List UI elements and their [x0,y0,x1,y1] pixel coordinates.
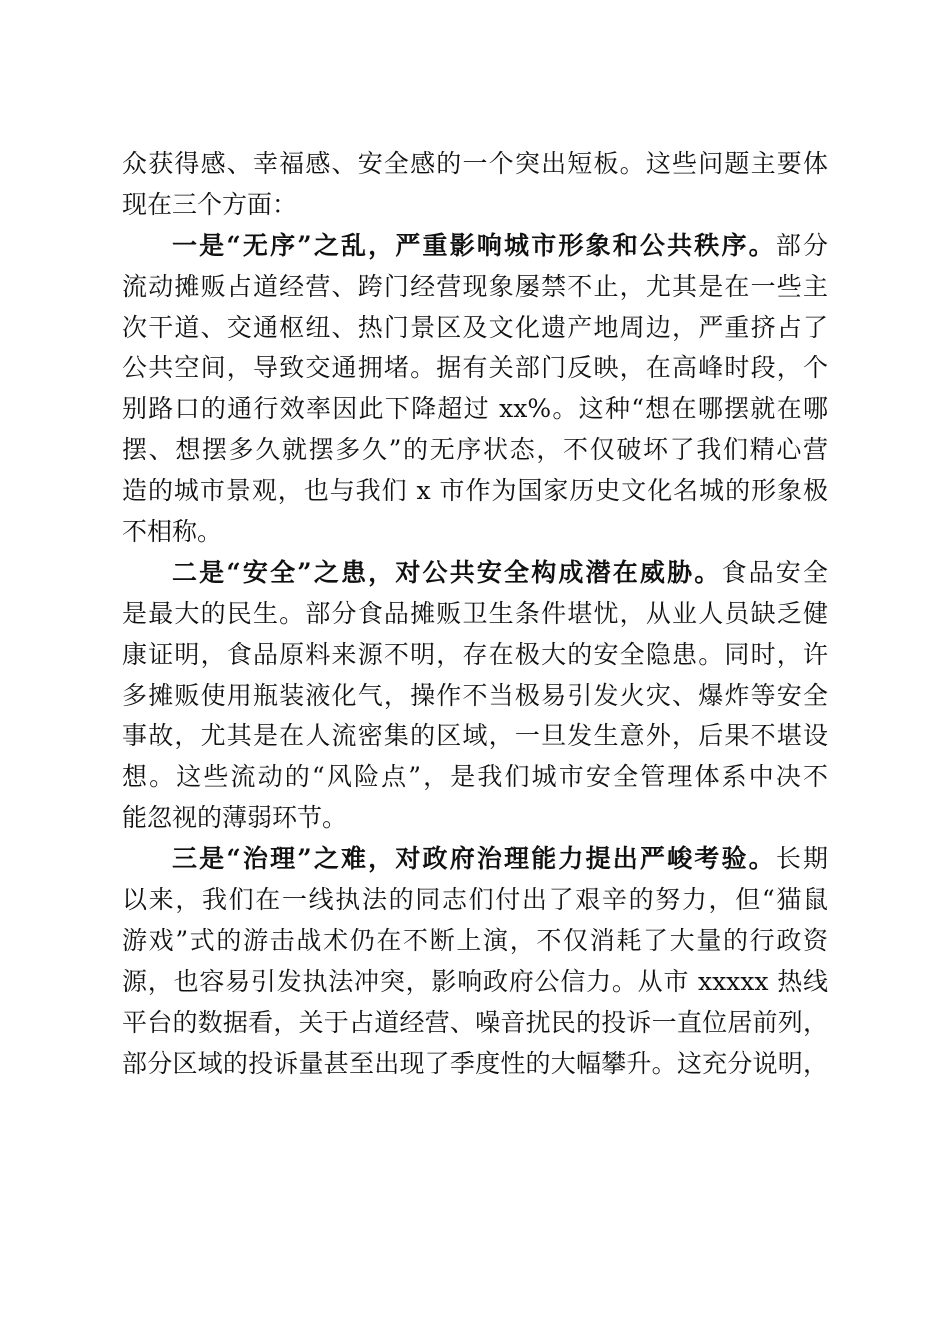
paragraph-4-heading: 三是“治理”之难，对政府治理能力提出严峻考验。 [172,844,776,874]
paragraph-3-text: 食品安全 [721,557,828,587]
paragraph-3-line-5: 事故，尤其是在人流密集的区域，一旦发生意外，后果不堪设 [122,721,828,751]
paragraph-4-text: 长期 [775,844,828,874]
paragraph-2-line-4: 公共空间，导致交通拥堵。据有关部门反映，在高峰时段，个 [122,353,828,383]
paragraph-4-line-6: 部分区域的投诉量甚至出现了季度性的大幅攀升。这充分说明， [122,1048,828,1078]
paragraph-3-heading: 二是“安全”之患，对公共安全构成潜在威胁。 [172,557,722,587]
document-body [122,144,828,1084]
paragraph-1-line-1: 众获得感、幸福感、安全感的一个突出短板。这些问题主要体 [122,149,828,178]
paragraph-2-line-8: 不相称。 [122,517,223,547]
paragraph-2-line-5: 别路口的通行效率因此下降超过 xx%。这种“想在哪摆就在哪 [122,394,828,424]
paragraph-2-line-7: 造的城市景观，也与我们 x 市作为国家历史文化名城的形象极 [122,476,828,506]
paragraph-2-line-1 [122,226,828,267]
paragraph-4-line-2: 以来，我们在一线执法的同志们付出了艰辛的努力，但“猫鼠 [122,885,828,915]
paragraph-3-line-3: 康证明，食品原料来源不明，存在极大的安全隐患。同时，许 [122,639,828,669]
paragraph-3-line-7: 能忽视的薄弱环节。 [122,803,348,833]
paragraph-2-line-2: 流动摊贩占道经营、跨门经营现象屡禁不止，尤其是在一些主 [122,271,828,301]
paragraph-1-line-2: 现在三个方面： [122,189,298,219]
paragraph-4-line-1 [122,839,828,880]
paragraph-3-line-4: 多摊贩使用瓶装液化气，操作不当极易引发火灾、爆炸等安全 [122,680,828,710]
paragraph-2-text: 部分 [775,230,828,260]
paragraph-2-heading: 一是“无序”之乱，严重影响城市形象和公共秩序。 [172,230,776,260]
paragraph-3-line-2: 是最大的民生。部分食品摊贩卫生条件堪忧，从业人员缺乏健 [122,598,828,628]
paragraph-3-line-6: 想。这些流动的“风险点”，是我们城市安全管理体系中决不 [122,762,828,792]
paragraph-4-line-4: 源，也容易引发执法冲突，影响政府公信力。从市 xxxxx 热线 [122,966,828,996]
paragraph-4-line-5: 平台的数据看，关于占道经营、噪音扰民的投诉一直位居前列， [122,1007,828,1037]
paragraph-2-line-3: 次干道、交通枢纽、热门景区及文化遗产地周边，严重挤占了 [122,312,828,342]
paragraph-4-line-3: 游戏”式的游击战术仍在不断上演，不仅消耗了大量的行政资 [122,925,828,955]
paragraph-3-line-1 [122,553,828,594]
paragraph-2-line-6: 摆、想摆多久就摆多久”的无序状态，不仅破坏了我们精心营 [122,435,828,465]
